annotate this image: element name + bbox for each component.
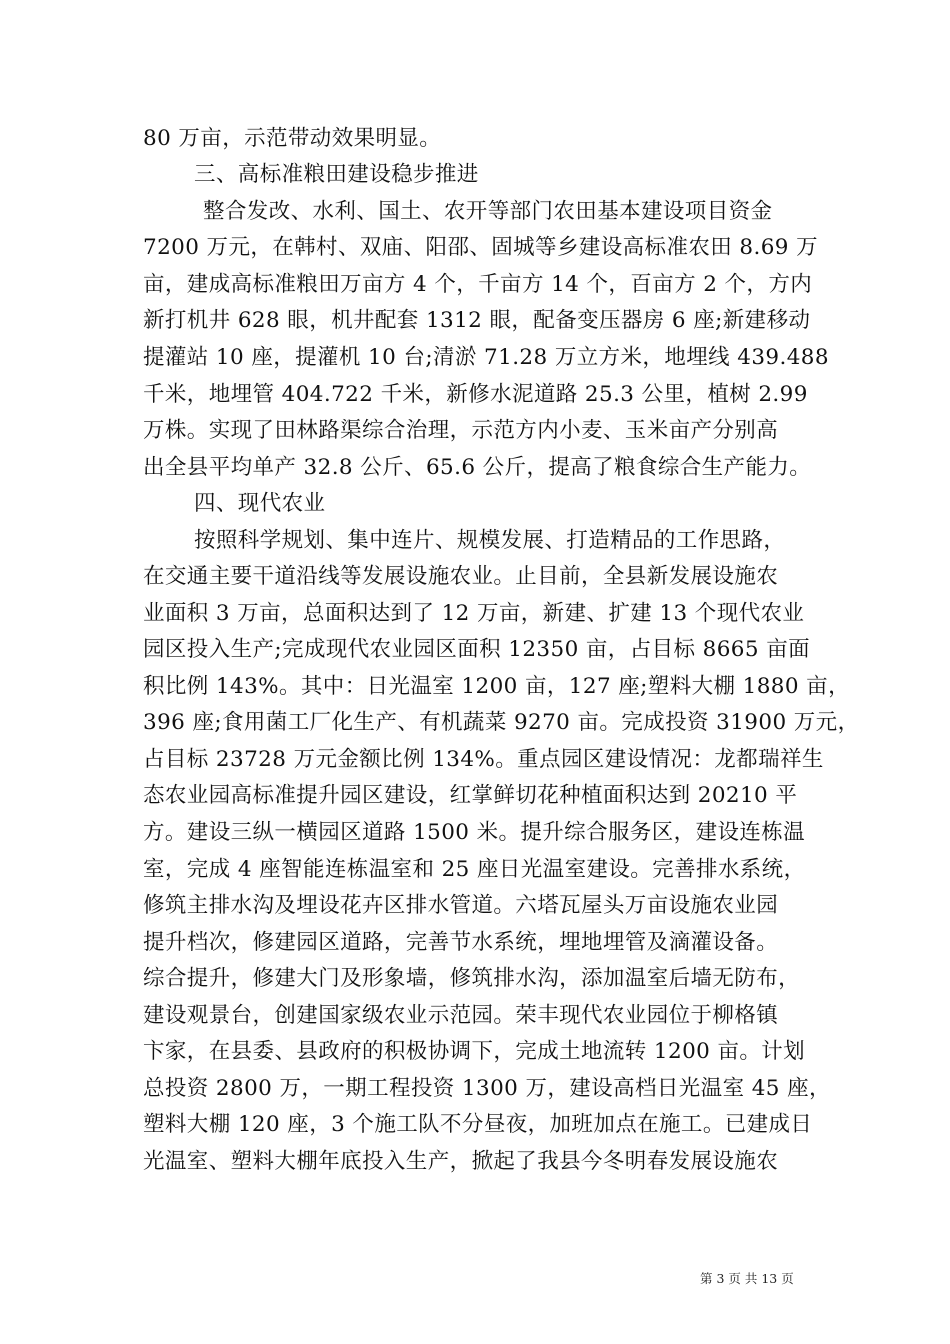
text-line: 按照科学规划、集中连片、规模发展、打造精品的工作思路， <box>194 528 786 553</box>
text-line: 新打机井 628 眼，机井配套 1312 眼，配备变压器房 6 座;新建移动 <box>143 308 811 333</box>
text-line: 塑料大棚 120 座，3 个施工队不分昼夜，加班加点在施工。已建成日 <box>143 1112 813 1137</box>
text-line: 园区投入生产;完成现代农业园区面积 12350 亩，占目标 8665 亩面 <box>143 637 810 662</box>
text-line: 业面积 3 万亩，总面积达到了 12 万亩，新建、扩建 13 个现代农业 <box>143 601 805 626</box>
text-line: 整合发改、水利、国土、农开等部门农田基本建设项目资金 <box>203 199 773 224</box>
text-line: 建设观景台，创建国家级农业示范园。荣丰现代农业园位于柳格镇 <box>143 1003 779 1028</box>
text-line: 7200 万元，在韩村、双庙、阳邵、固城等乡建设高标准农田 8.69 万 <box>143 235 818 260</box>
text-line: 总投资 2800 万，一期工程投资 1300 万，建设高档日光温室 45 座， <box>143 1076 831 1101</box>
text-line: 修筑主排水沟及埋设花卉区排水管道。六塔瓦屋头万亩设施农业园 <box>143 893 779 918</box>
text-line: 在交通主要干道沿线等发展设施农业。止目前，全县新发展设施农 <box>143 564 779 589</box>
text-line: 千米，地埋管 404.722 千米，新修水泥道路 25.3 公里，植树 2.99 <box>143 382 808 407</box>
text-line: 提灌站 10 座，提灌机 10 台;清淤 71.28 万立方米，地埋线 439.488 <box>143 345 829 370</box>
text-line: 80 万亩，示范带动效果明显。 <box>143 126 442 151</box>
page-number: 第 3 页 共 13 页 <box>700 1271 794 1286</box>
text-line: 积比例 143%。其中：日光温室 1200 亩，127 座;塑料大棚 1880 亩， <box>143 674 850 699</box>
text-line: 亩，建成高标准粮田万亩方 4 个，千亩方 14 个，百亩方 2 个，方内 <box>143 272 813 297</box>
text-line: 综合提升，修建大门及形象墙，修筑排水沟，添加温室后墙无防布， <box>143 966 801 991</box>
text-line: 出全县平均单产 32.8 公斤、65.6 公斤，提高了粮食综合生产能力。 <box>143 455 812 480</box>
section-heading: 四、现代农业 <box>194 491 326 516</box>
text-line: 光温室、塑料大棚年底投入生产，掀起了我县今冬明春发展设施农 <box>143 1149 779 1174</box>
text-line: 态农业园高标准提升园区建设，红掌鲜切花种植面积达到 20210 平 <box>143 783 798 808</box>
section-heading: 三、高标准粮田建设稳步推进 <box>194 162 479 187</box>
text-line: 室，完成 4 座智能连栋温室和 25 座日光温室建设。完善排水系统， <box>143 857 806 882</box>
text-line: 396 座;食用菌工厂化生产、有机蔬菜 9270 亩。完成投资 31900 万元， <box>143 710 860 735</box>
text-line: 万株。实现了田林路渠综合治理，示范方内小麦、玉米亩产分别高 <box>143 418 779 443</box>
text-line: 卞家，在县委、县政府的积极协调下，完成土地流转 1200 亩。计划 <box>143 1039 806 1064</box>
text-line: 提升档次，修建园区道路，完善节水系统，埋地埋管及滴灌设备。 <box>143 930 779 955</box>
text-line: 方。建设三纵一横园区道路 1500 米。提升综合服务区，建设连栋温 <box>143 820 806 845</box>
text-line: 占目标 23728 万元金额比例 134%。重点园区建设情况：龙都瑞祥生 <box>143 747 824 772</box>
